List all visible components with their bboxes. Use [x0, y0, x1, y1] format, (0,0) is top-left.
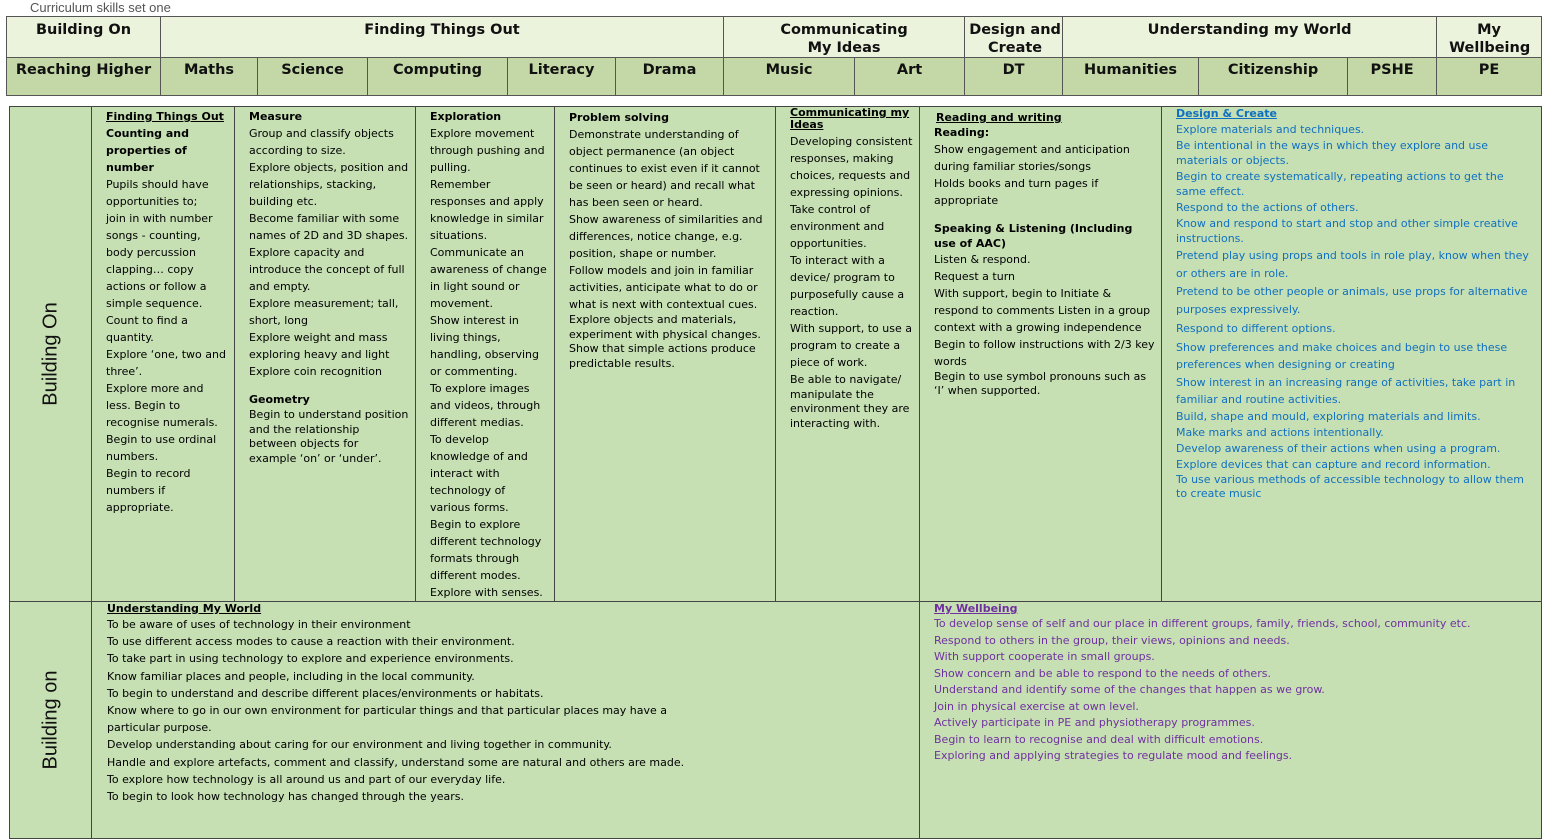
subject-art: Art [855, 58, 965, 96]
list-item: join in with number songs - counting, body percussion clapping… copy actions or follow a simple sequence. [106, 212, 213, 310]
list-item: Listen & respond. [934, 253, 1031, 266]
side-label-building-on-lower: Building on [10, 602, 92, 839]
list-item: Show preferences and make choices and begin to use these preferences when designing or creating [1176, 341, 1508, 371]
subject-pe: PE [1437, 58, 1542, 96]
list-item: Be able to navigate/ manipulate the environment they are interacting with. [790, 373, 910, 430]
list-item: To explore how technology is all around us and part of our everyday life. [107, 772, 506, 786]
list-item: Show concern and be able to respond to the needs of others. [934, 666, 1271, 680]
literacy-title: Reading and writing [936, 111, 1062, 124]
subject-citizenship: Citizenship [1199, 58, 1348, 96]
document-caption: Curriculum skills set one [30, 0, 171, 15]
maths-title: Finding Things Out [106, 110, 224, 123]
list-item: Exploring and applying strategies to regulate mood and feelings. [934, 749, 1293, 762]
problem-heading: Problem solving [569, 111, 669, 124]
list-item: Know where to go in our own environment for particular things and that particular places may have a particular purpose. [107, 704, 668, 735]
group-finding-things-out: Finding Things Out [161, 17, 724, 58]
measure-cell [235, 107, 416, 602]
exploration-heading: Exploration [430, 110, 502, 123]
list-item: To be aware of uses of technology in their environment [107, 618, 411, 631]
list-item: Developing consistent responses, making choices, requests and expressing opinions. [790, 135, 913, 199]
measure-heading: Measure [249, 110, 303, 123]
list-item: Show interest in an increasing range of activities, take part in familiar and routine activities. [1176, 376, 1516, 406]
subject-header-table [6, 16, 1542, 96]
list-item: Show engagement and anticipation during familiar stories/songs [934, 143, 1130, 173]
list-item: Explore movement through pushing and pulling. [430, 127, 545, 174]
list-item: Join in physical exercise at own level. [934, 699, 1139, 713]
subject-science: Science [258, 58, 368, 96]
list-item: With support cooperate in small groups. [934, 650, 1155, 663]
list-item: Follow models and join in familiar activities, anticipate what to do or what is next with contextual cues. [569, 264, 758, 311]
list-item: Explore weight and mass exploring heavy and light [249, 331, 390, 361]
skills-table [9, 106, 1542, 839]
problem-solving-cell [555, 107, 776, 602]
group-understanding-world: Understanding my World [1063, 17, 1437, 58]
side-label-building-on: Building On [10, 107, 92, 602]
list-item: To develop knowledge of and interact with technology of various forms. [430, 433, 528, 514]
list-item: Explore coin recognition [249, 365, 382, 378]
list-item: To use various methods of accessible technology to allow them to create music [1176, 473, 1524, 500]
list-item: To use different access modes to cause a reaction with their environment. [107, 635, 515, 649]
list-item: Begin to follow instructions with 2/3 key words [934, 338, 1155, 368]
list-item: Request a turn [934, 270, 1016, 283]
maths-heading: Counting and properties of number [106, 127, 189, 174]
literacy-cell [920, 107, 1162, 602]
list-item: Begin to use symbol pronouns such as ‘I’ when supported. [934, 370, 1147, 397]
list-item: Pretend play using props and tools in role play, know when they or others are in role. [1176, 249, 1529, 280]
list-item: Show interest in living things, handling, observing or commenting. [430, 314, 539, 378]
design-create-cell [1162, 107, 1542, 602]
list-item: To develop sense of self and our place in different groups, family, friends, school, community etc. [934, 617, 1471, 630]
subject-literacy: Literacy [508, 58, 616, 96]
communicating-title: Communicating my Ideas [790, 106, 910, 131]
list-item: Explore devices that can capture and record information. [1176, 458, 1491, 471]
subject-computing: Computing [368, 58, 508, 96]
list-item: Be intentional in the ways in which they explore and use materials or objects. [1176, 139, 1488, 167]
exploration-cell [416, 107, 555, 602]
list-item: Explore capacity and introduce the concept of full and empty. [249, 246, 405, 293]
list-item: To explore images and videos, through different medias. [430, 382, 541, 429]
list-item: Know familiar places and people, including in the local community. [107, 669, 475, 683]
group-communicating: Communicating My Ideas [724, 17, 965, 58]
subject-drama: Drama [616, 58, 724, 96]
maths-cell [92, 107, 235, 602]
list-item: Begin to record numbers if appropriate. [106, 467, 191, 514]
list-item: Understand and identify some of the changes that happen as we grow. [934, 683, 1325, 696]
list-item: Respond to the actions of others. [1176, 201, 1359, 214]
list-item: Count to find a quantity. [106, 314, 188, 344]
list-item: Communicate an awareness of change in light sound or movement. [430, 246, 547, 310]
list-item: Develop understanding about caring for our environment and living together in community. [107, 738, 612, 752]
list-item: To take part in using technology to explore and experience environments. [107, 652, 514, 666]
list-item: Develop awareness of their actions when using a program. [1176, 442, 1501, 455]
geometry-heading: Geometry [249, 393, 310, 406]
list-item: Become familiar with some names of 2D and 3D shapes. [249, 212, 409, 242]
list-item: Take control of environment and opportunities. [790, 203, 885, 250]
list-item: Know and respond to start and stop and other simple creative instructions. [1176, 217, 1518, 245]
list-item: Explore with senses. [430, 586, 543, 599]
list-item: To begin to look how technology has changed through the years. [107, 790, 464, 804]
list-item: Make marks and actions intentionally. [1176, 426, 1384, 439]
list-item: Respond to others in the group, their views, opinions and needs. [934, 633, 1290, 647]
wellbeing-cell [920, 602, 1542, 839]
list-item: With support, to use a program to create a piece of work. [790, 322, 912, 369]
list-item: Begin to use ordinal numbers. [106, 433, 217, 463]
subject-humanities: Humanities [1063, 58, 1199, 96]
subject-reaching-higher: Reaching Higher [7, 58, 161, 96]
list-item: Explore objects and materials, experiment with physical changes. [569, 313, 761, 341]
group-design-create: Design and Create [965, 17, 1063, 58]
wellbeing-title: My Wellbeing [934, 602, 1018, 615]
list-item: Begin to understand position and the relationship between objects for example ‘on’ or ‘under’. [249, 408, 409, 465]
group-building-on: Building On [7, 17, 161, 58]
list-item: To interact with a device/ program to purposefully cause a reaction. [790, 254, 905, 318]
list-item: Explore measurement; tall, short, long [249, 297, 399, 327]
list-item: Handle and explore artefacts, comment and classify, understand some are natural and others are made. [107, 755, 685, 769]
list-item: Show that simple actions produce predictable results. [569, 342, 756, 370]
world-title: Understanding My World [107, 602, 262, 615]
list-item: With support, begin to Initiate & respond to comments Listen in a group context with a growing independence [934, 287, 1151, 334]
list-item: To begin to understand and describe different places/environments or habitats. [107, 686, 544, 700]
list-item: Group and classify objects according to size. [249, 127, 394, 157]
list-item: Show awareness of similarities and differences, notice change, e.g. position, shape or number. [569, 213, 763, 260]
subject-dt: DT [965, 58, 1063, 96]
list-item: Remember responses and apply knowledge in similar situations. [430, 178, 544, 242]
subject-maths: Maths [161, 58, 258, 96]
group-wellbeing: My Wellbeing [1437, 17, 1542, 58]
design-title: Design & Create [1176, 107, 1277, 120]
list-item: Begin to create systematically, repeating actions to get the same effect. [1176, 170, 1504, 198]
subject-music: Music [724, 58, 855, 96]
list-item: Begin to explore different technology formats through different modes. [430, 518, 542, 582]
list-item: Explore objects, position and relationships, stacking, building etc. [249, 161, 409, 208]
speaking-heading: Speaking & Listening (Including use of AAC) [934, 222, 1133, 250]
communicating-cell [776, 107, 920, 602]
list-item: Demonstrate understanding of object permanence (an object continues to exist even if it cannot be seen or heard) and recall what has been seen or heard. [569, 128, 760, 209]
list-item: Holds books and turn pages if appropriate [934, 177, 1099, 207]
list-item: Pretend to be other people or animals, use props for alternative purposes expressively. [1176, 285, 1528, 316]
list-item: Begin to learn to recognise and deal with difficult emotions. [934, 732, 1264, 746]
list-item: Build, shape and mould, exploring materials and limits. [1176, 410, 1481, 423]
reading-heading: Reading: [934, 126, 990, 139]
list-item: Explore ‘one, two and three’. [106, 348, 226, 378]
list-item: Actively participate in PE and physiotherapy programmes. [934, 716, 1255, 729]
subject-pshe: PSHE [1348, 58, 1437, 96]
list-item: Explore materials and techniques. [1176, 123, 1365, 136]
list-item: Pupils should have opportunities to; [106, 178, 209, 208]
list-item: Respond to different options. [1176, 322, 1336, 335]
list-item: Explore more and less. Begin to recognise numerals. [106, 382, 218, 429]
understanding-world-cell [92, 602, 920, 839]
